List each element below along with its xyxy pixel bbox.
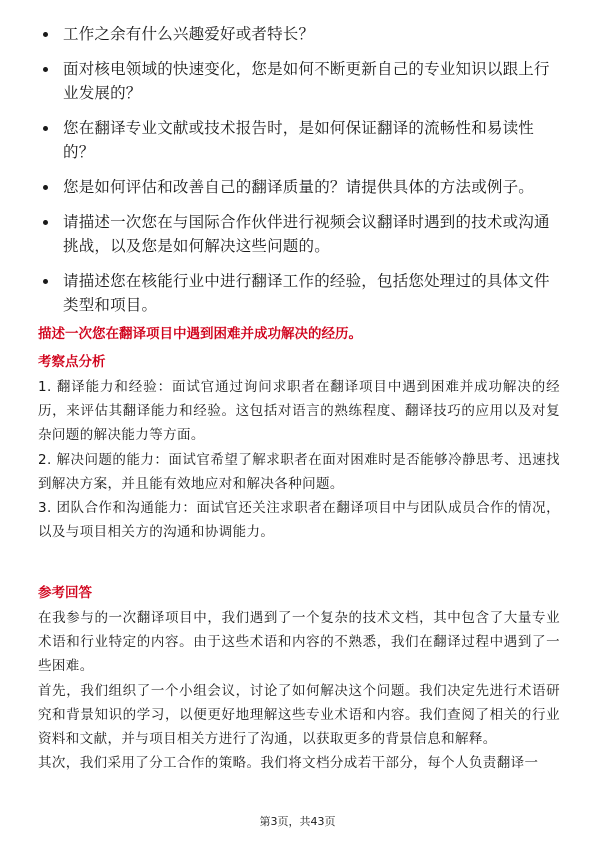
page-number: 第3页，共43页 <box>259 815 336 828</box>
analysis-heading: 考察点分析 <box>38 354 106 370</box>
question-title: 描述一次您在翻译项目中遇到困难并成功解决的经历。 <box>38 326 362 342</box>
analysis-point: 3. 团队合作和沟通能力：面试官还关注求职者在翻译项目中与团队成员合作的情况，以及与项目相关方的沟通和协调能力。 <box>38 500 560 541</box>
list-item <box>38 210 558 258</box>
question-text: 请描述一次您在与国际合作伙伴进行视频会议翻译时遇到的技术或沟通挑战，以及您是如何解决这些问题的。 <box>63 213 550 255</box>
bullet-icon <box>43 67 48 72</box>
reference-answer <box>38 606 560 775</box>
reference-heading: 参考回答 <box>38 585 92 601</box>
analysis-point: 2. 解决问题的能力：面试官希望了解求职者在面对困难时是否能够冷静思考、迅速找到解决方案，并且能有效地应对和解决各种问题。 <box>38 451 560 492</box>
question-text: 您在翻译专业文献或技术报告时，是如何保证翻译的流畅性和易读性的？ <box>63 119 535 161</box>
bullet-icon <box>43 185 48 190</box>
question-text: 请描述您在核能行业中进行翻译工作的经验，包括您处理过的具体文件类型和项目。 <box>63 272 550 314</box>
list-item <box>38 269 558 317</box>
reference-paragraph: 在我参与的一次翻译项目中，我们遇到了一个复杂的技术文档，其中包含了大量专业术语和行业特定的内容。由于这些术语和内容的不熟悉，我们在翻译过程中遇到了一些困难。 <box>38 610 560 675</box>
interview-question-list <box>38 22 558 328</box>
bullet-icon <box>43 126 48 131</box>
list-item <box>38 22 558 46</box>
question-text: 工作之余有什么兴趣爱好或者特长？ <box>63 25 315 43</box>
analysis-points <box>38 375 560 544</box>
bullet-icon <box>43 279 48 284</box>
list-item <box>38 175 558 199</box>
reference-paragraph: 其次，我们采用了分工合作的策略。我们将文档分成若干部分，每个人负责翻译一 <box>38 755 539 772</box>
question-text: 您是如何评估和改善自己的翻译质量的？请提供具体的方法或例子。 <box>63 178 535 196</box>
analysis-point: 1. 翻译能力和经验：面试官通过询问求职者在翻译项目中遇到困难并成功解决的经历，来评估其翻译能力和经验。这包括对语言的熟练程度、翻译技巧的应用以及对复杂问题的解决能力等方面。 <box>38 379 560 444</box>
bullet-icon <box>43 32 48 37</box>
list-item <box>38 57 558 105</box>
bullet-icon <box>43 220 48 225</box>
question-text: 面对核电领域的快速变化，您是如何不断更新自己的专业知识以跟上行业发展的？ <box>63 60 550 102</box>
list-item <box>38 116 558 164</box>
reference-paragraph: 首先，我们组织了一个小组会议，讨论了如何解决这个问题。我们决定先进行术语研究和背景知识的学习，以便更好地理解这些专业术语和内容。我们查阅了相关的行业资料和文献，并与项目相关方进行了沟通，以获取更多的背景信息和解释。 <box>38 682 560 748</box>
